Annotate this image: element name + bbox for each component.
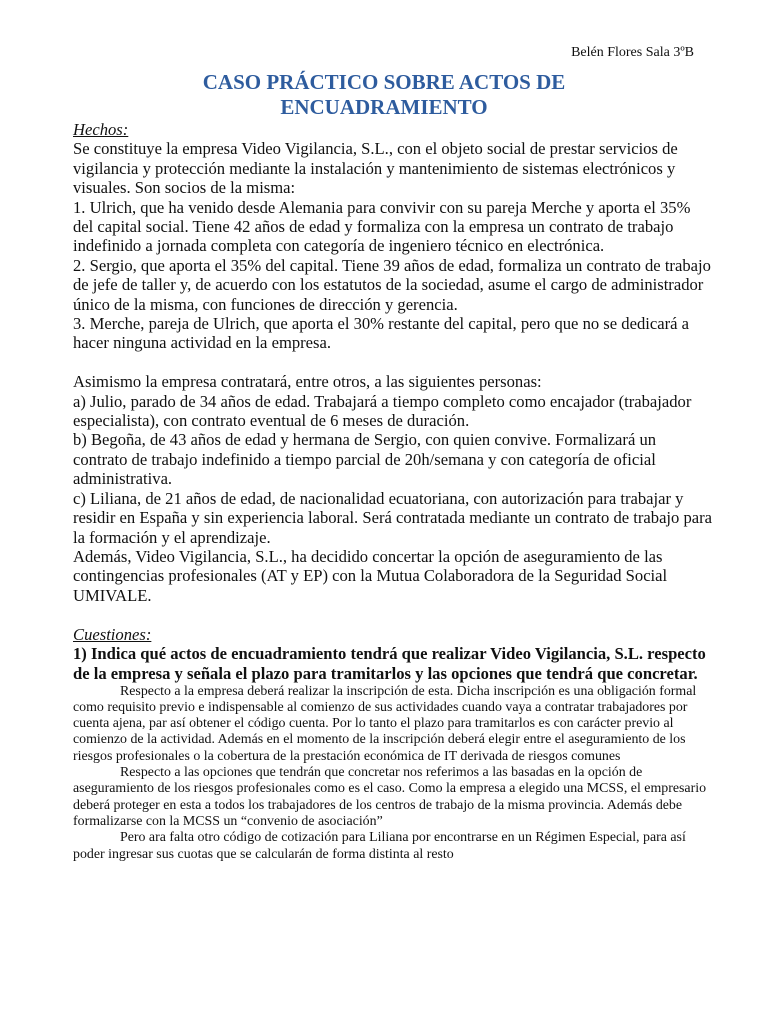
hechos-intro: Se constituye la empresa Video Vigilancia, S.L., con el objeto social de prestar servicios de vigilancia y protección mediante la instalación y mantenimiento de sistemas electrónicos y visuales. Son socios de la misma: bbox=[73, 139, 678, 198]
answer-paragraph-1: Respecto a la empresa deberá realizar la inscripción de esta. Dicha inscripción es una obligación formal como requisito previo e indispensable al comienzo de sus actividades cuando vaya a contratar trabajadores por cuenta ajena, par así obtener el código cuenta. Por lo tanto el plazo para tramitarlos es con carácter previo al comienzo de la actividad. Además en el momento de la inscripción deberá elegir entre el aseguramiento de los riesgos profesionales o la cobertura de la prestación económica de IT derivada de riesgos comunes bbox=[73, 683, 697, 764]
ademas-paragraph: Además, Video Vigilancia, S.L., ha decidido concertar la opción de aseguramiento de las contingencias profesionales (AT y EP) con la Mutua Colaboradora de la Seguridad Social UMIVALE. bbox=[73, 546, 668, 605]
persona-b: b) Begoña, de 43 años de edad y hermana de Sergio, con quien convive. Formalizará un contrato de trabajo indefinido a tiempo parcial de 20h/semana y con categoría de oficial administrativa. bbox=[73, 430, 657, 489]
socio-3: 3. Merche, pareja de Ulrich, que aporta el 30% restante del capital, pero que no se dedicará a hacer ninguna actividad en la empresa. bbox=[73, 314, 689, 353]
socio-1: 1. Ulrich, que ha venido desde Alemania para convivir con su pareja Merche y aporta el 35% del capital social. Tiene 42 años de edad y formaliza con la empresa un contrato de trabajo indefinido a jornada completa con categoría de ingeniero técnico en electrónica. bbox=[73, 197, 691, 256]
socio-2: 2. Sergio, que aporta el 35% del capital. Tiene 39 años de edad, formaliza un contrato de trabajo de jefe de taller y, de acuerdo con los estatutos de la sociedad, asume el cargo de administrador único de la misma, con funciones de dirección y gerencia. bbox=[73, 255, 711, 314]
cuestiones-heading: Cuestiones: bbox=[73, 624, 152, 644]
answer-paragraph-2: Respecto a las opciones que tendrán que concretar nos referimos a las basadas en la opción de aseguramiento de los riesgos profesionales como es el caso. Como la empresa a elegido una MCSS, el empresario deberá proteger en esta a todos los trabajadores de los centros de trabajo de la misma provincia. Además debe formalizarse con la MCSS un “convenio de asociación” bbox=[73, 765, 707, 829]
spacer bbox=[73, 605, 713, 624]
document-body bbox=[73, 120, 713, 863]
title-line-2: ENCUADRAMIENTO bbox=[280, 95, 488, 119]
contratara-intro: Asimismo la empresa contratará, entre otros, a las siguientes personas: bbox=[73, 372, 542, 392]
persona-c: c) Liliana, de 21 años de edad, de nacionalidad ecuatoriana, con autorización para trabajar y residir en España y sin experiencia laboral. Será contratada mediante un contrato de trabajo para la formación y el aprendizaje. bbox=[73, 488, 713, 547]
author-name: Belén Flores Sala 3ºB bbox=[571, 45, 694, 60]
answer-paragraph-3: Pero ara falta otro código de cotización para Liliana por encontrarse en un Régimen Especial, para así poder ingresar sus cuotas que se calcularán de forma distinta al resto bbox=[73, 830, 686, 862]
question-1: 1) Indica qué actos de encuadramiento tendrá que realizar Video Vigilancia, S.L. respecto de la empresa y señala el plazo para tramitarlos y las opciones que tendrá que concretar. bbox=[73, 643, 706, 683]
title-line-1: CASO PRÁCTICO SOBRE ACTOS DE bbox=[202, 70, 566, 94]
hechos-heading: Hechos: bbox=[73, 120, 129, 139]
spacer bbox=[73, 353, 713, 372]
persona-a: a) Julio, parado de 34 años de edad. Trabajará a tiempo completo como encajador (trabajador especialista), con contrato eventual de 6 meses de duración. bbox=[73, 391, 692, 431]
document-title bbox=[90, 70, 678, 120]
